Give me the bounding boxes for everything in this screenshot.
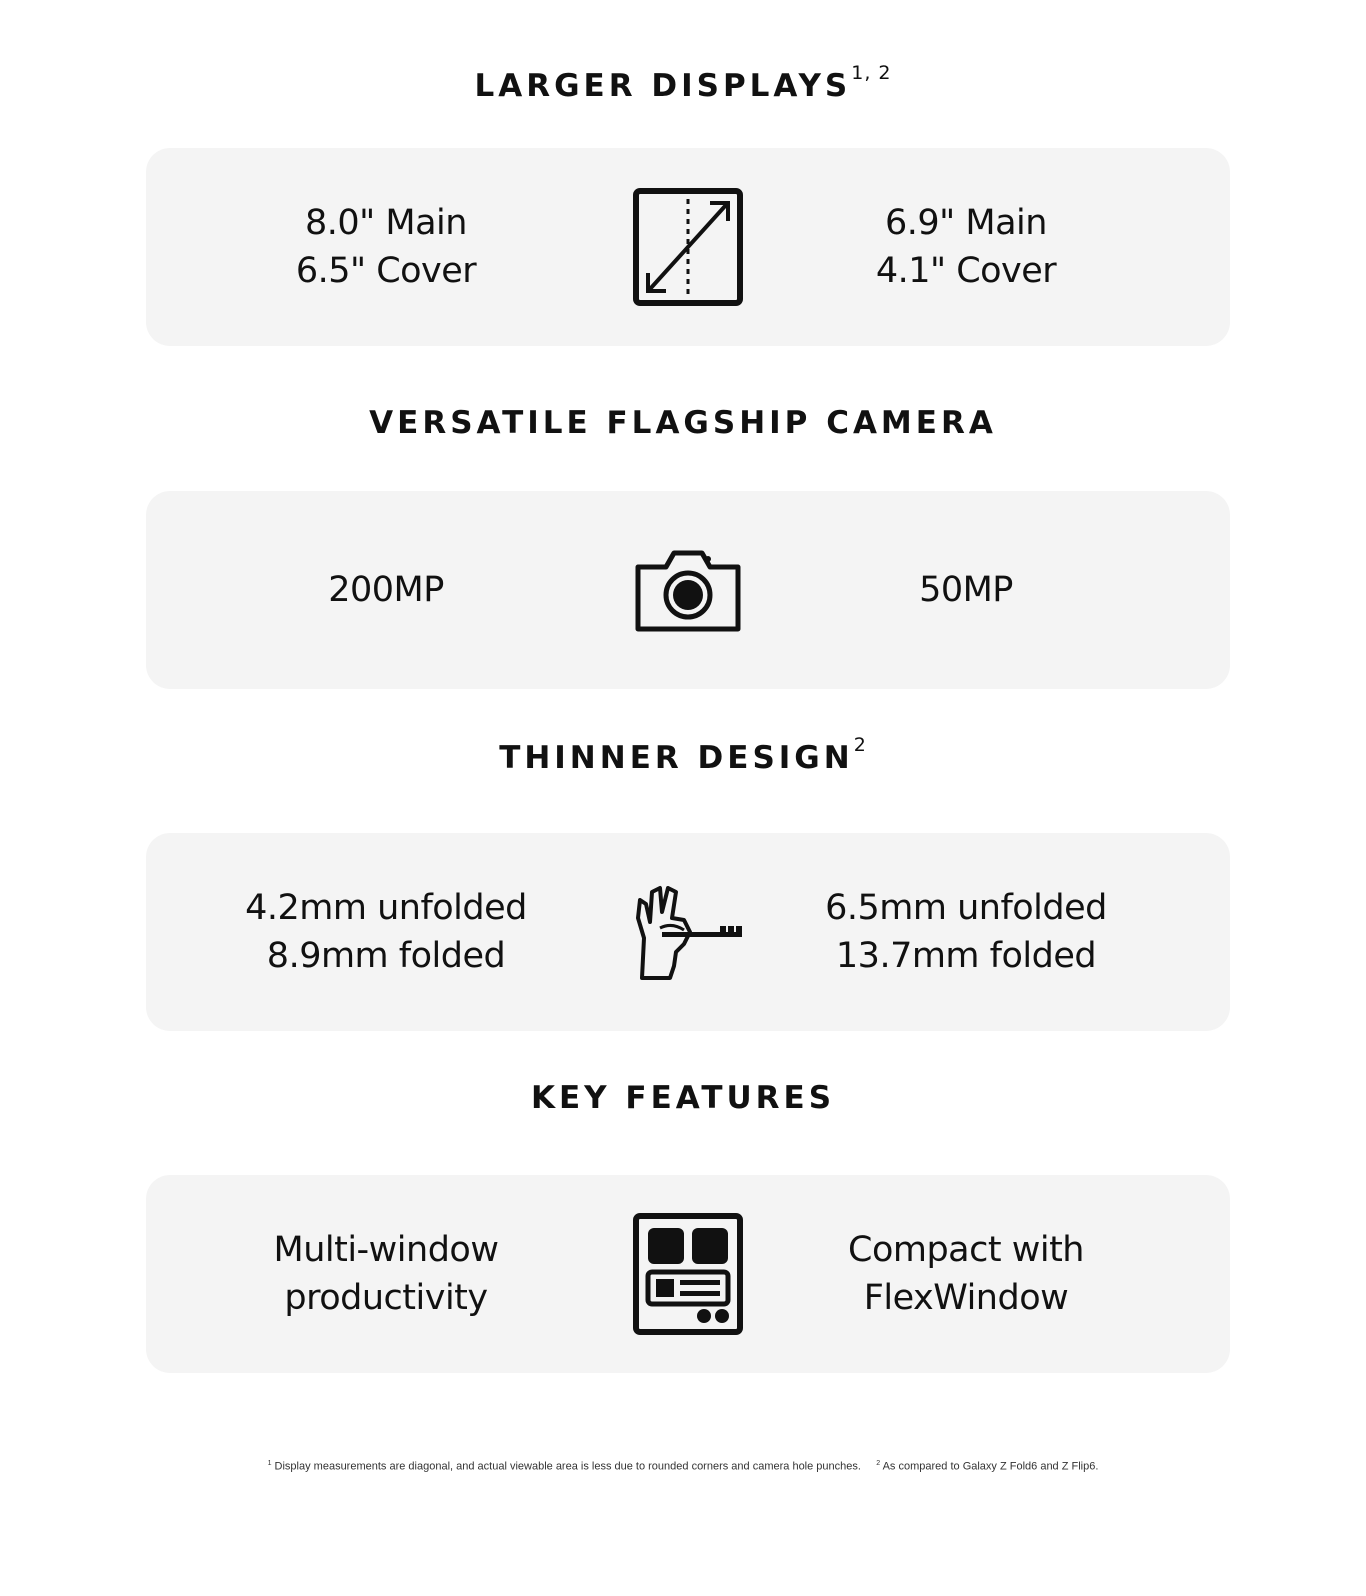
spec-line: 4.2mm unfolded <box>245 888 527 928</box>
footnote <box>0 1460 1366 1473</box>
display-diagonal-icon <box>628 185 748 309</box>
section-title-camera <box>0 405 1366 441</box>
card-key-features <box>146 1175 1230 1373</box>
section-title-thinner-design <box>0 734 1366 776</box>
camera-icon <box>628 528 748 652</box>
footnote-text: As compared to Galaxy Z Fold6 and Z Flip6. <box>882 1460 1099 1473</box>
spec-line: 50MP <box>919 570 1013 610</box>
spec-line: 8.9mm folded <box>266 936 506 976</box>
spec-left-displays <box>176 148 596 346</box>
hand-pinch-icon <box>628 870 748 994</box>
section-title-text: THINNER DESIGN <box>499 740 854 776</box>
section-title-superscript: 2 <box>853 734 867 756</box>
spec-left-thickness <box>176 833 596 1031</box>
spec-line: 6.9" Main <box>885 203 1047 243</box>
spec-line: productivity <box>284 1278 488 1318</box>
spec-line: 8.0" Main <box>305 203 467 243</box>
card-camera <box>146 491 1230 689</box>
spec-right-thickness <box>756 833 1176 1031</box>
spec-left-camera <box>176 491 596 689</box>
spec-right-camera <box>756 491 1176 689</box>
footnote-mark: 2 <box>876 1460 881 1467</box>
footnote-text: Display measurements are diagonal, and actual viewable area is less due to rounded corners and camera hole punches. <box>274 1460 861 1473</box>
spec-line: 6.5mm unfolded <box>825 888 1107 928</box>
spec-line: 6.5" Cover <box>295 251 477 291</box>
spec-line: 4.1" Cover <box>875 251 1057 291</box>
spec-line: 13.7mm folded <box>835 936 1097 976</box>
spec-line: Compact with <box>848 1230 1084 1270</box>
spec-line: 200MP <box>328 570 444 610</box>
spec-right-features <box>756 1175 1176 1373</box>
section-title-key-features <box>0 1080 1366 1116</box>
section-title-text: LARGER DISPLAYS <box>474 68 852 104</box>
spec-line: FlexWindow <box>863 1278 1069 1318</box>
card-larger-displays <box>146 148 1230 346</box>
multi-window-icon <box>628 1212 748 1336</box>
spec-line: Multi-window <box>273 1230 499 1270</box>
footnote-mark: 1 <box>267 1460 272 1467</box>
spec-right-displays <box>756 148 1176 346</box>
card-thinner-design <box>146 833 1230 1031</box>
section-title-superscript: 1, 2 <box>851 62 892 84</box>
section-title-text: VERSATILE FLAGSHIP CAMERA <box>369 405 997 441</box>
section-title-larger-displays <box>0 62 1366 104</box>
spec-left-features <box>176 1175 596 1373</box>
section-title-text: KEY FEATURES <box>530 1080 836 1116</box>
